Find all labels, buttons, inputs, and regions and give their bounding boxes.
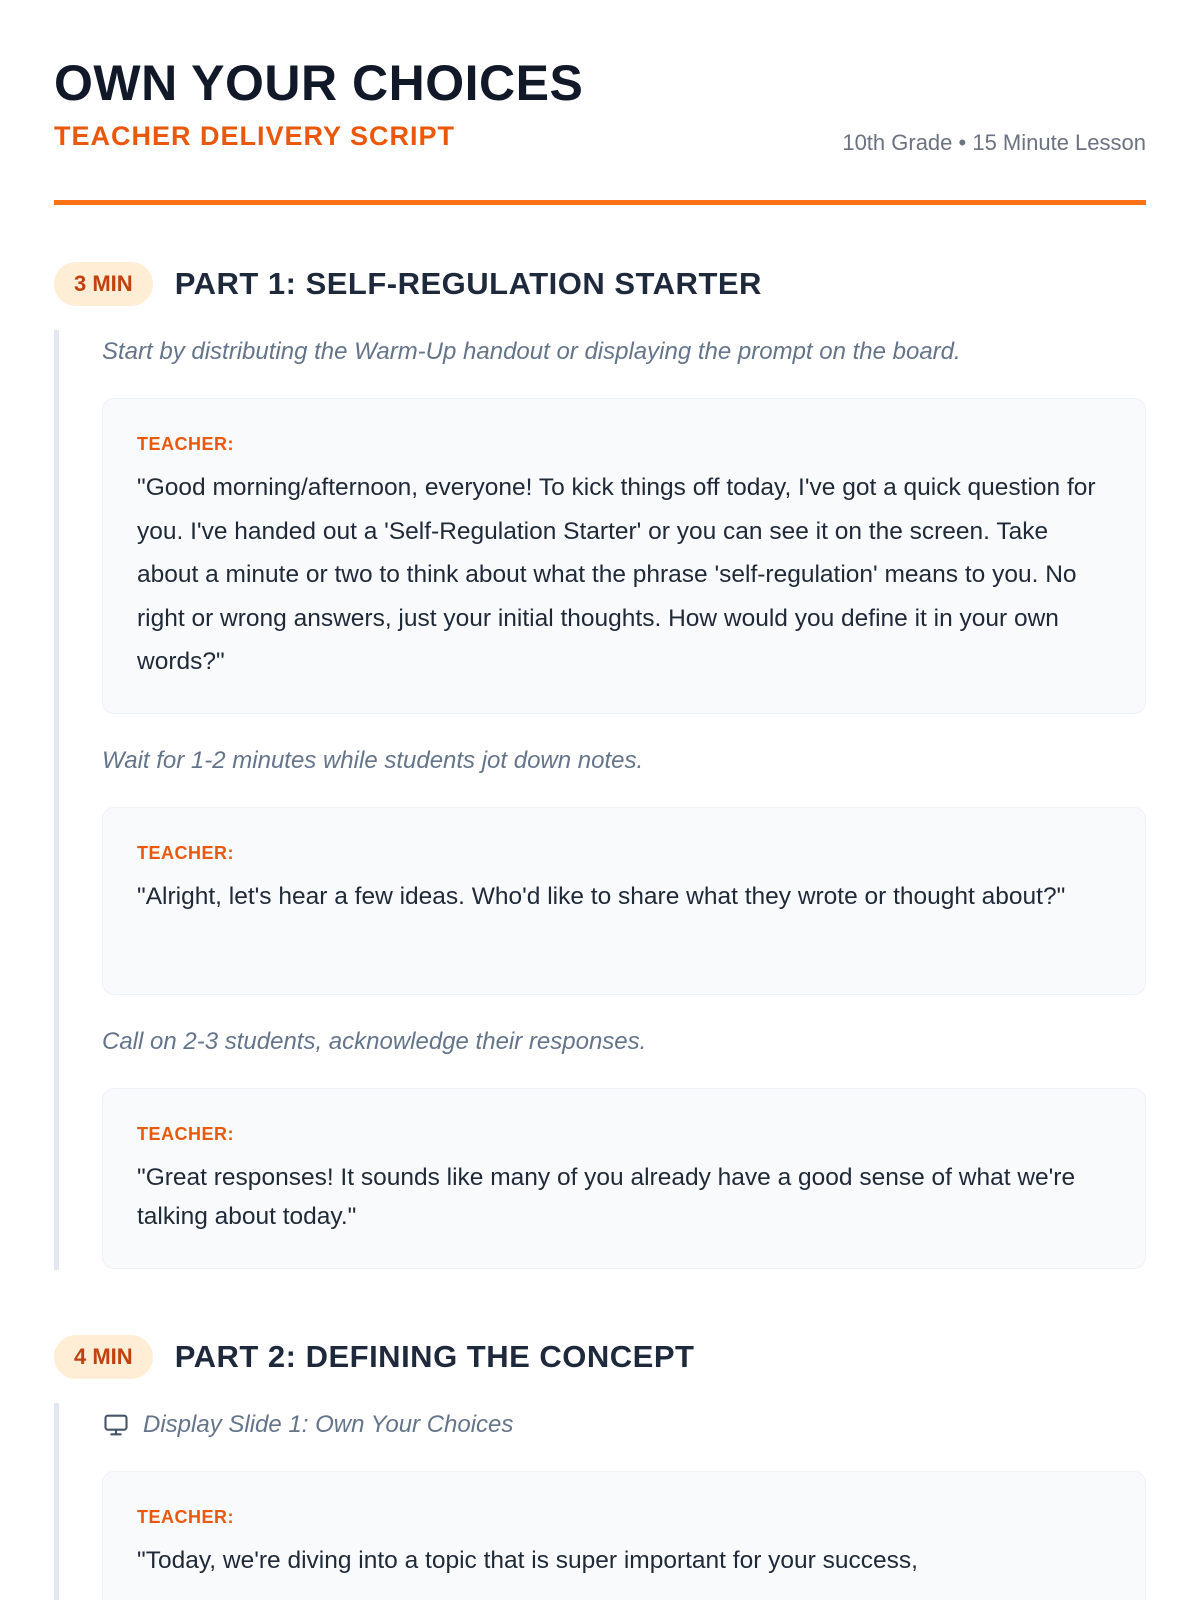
- section-title: PART 2: DEFINING THE CONCEPT: [174, 1339, 695, 1374]
- teacher-script-card: [102, 1471, 1146, 1600]
- teacher-script-card: [102, 398, 1146, 714]
- header-divider: [54, 200, 1146, 205]
- stage-direction: Wait for 1-2 minutes while students jot down notes.: [102, 747, 644, 774]
- stage-direction: Start by distributing the Warm-Up handout or displaying the prompt on the board.: [102, 338, 961, 365]
- lesson-meta: 10th Grade • 15 Minute Lesson: [842, 130, 1146, 155]
- monitor-icon: [102, 1411, 130, 1439]
- section-part-1: [54, 249, 1146, 1270]
- speaker-label: TEACHER:: [137, 843, 234, 863]
- speaker-label: TEACHER:: [137, 1124, 234, 1144]
- time-badge: 3 MIN: [54, 262, 153, 306]
- speaker-label: TEACHER:: [137, 1507, 234, 1527]
- section-header: [54, 249, 1146, 319]
- section-header: [54, 1322, 1146, 1392]
- teacher-speech: "Good morning/afternoon, everyone! To kick things off today, I've got a quick question for you. I've handed out a 'Self-Regulation Starter' or you can see it on the screen. Take about a minute or two to think about what the phrase 'self-regulation' means to you. No right or wrong answers, just your initial thoughts. How would you define it in your own words?": [137, 474, 1096, 675]
- speaker-label: TEACHER:: [137, 434, 234, 454]
- time-badge: 4 MIN: [54, 1335, 153, 1379]
- document-header: [54, 0, 1146, 206]
- section-part-2: [54, 1322, 1146, 1600]
- stage-direction: [102, 1407, 1146, 1443]
- stage-direction-text: Display Slide 1: Own Your Choices: [143, 1411, 514, 1438]
- section-body: [54, 1403, 1146, 1600]
- section-title: PART 1: SELF-REGULATION STARTER: [174, 266, 762, 301]
- document-title: OWN YOUR CHOICES: [54, 55, 584, 111]
- teacher-script-card: [102, 807, 1146, 995]
- section-body: [54, 330, 1146, 1270]
- teacher-speech: "Alright, let's hear a few ideas. Who'd like to share what they wrote or thought about?": [137, 883, 1066, 910]
- teacher-script-card: [102, 1088, 1146, 1269]
- stage-direction: Call on 2-3 students, acknowledge their responses.: [102, 1028, 647, 1055]
- document-subtitle: TEACHER DELIVERY SCRIPT: [54, 121, 456, 151]
- teacher-speech: "Today, we're diving into a topic that is super important for your success,: [137, 1547, 918, 1574]
- teacher-speech: "Great responses! It sounds like many of you already have a good sense of what we're talking about today.": [137, 1164, 1076, 1230]
